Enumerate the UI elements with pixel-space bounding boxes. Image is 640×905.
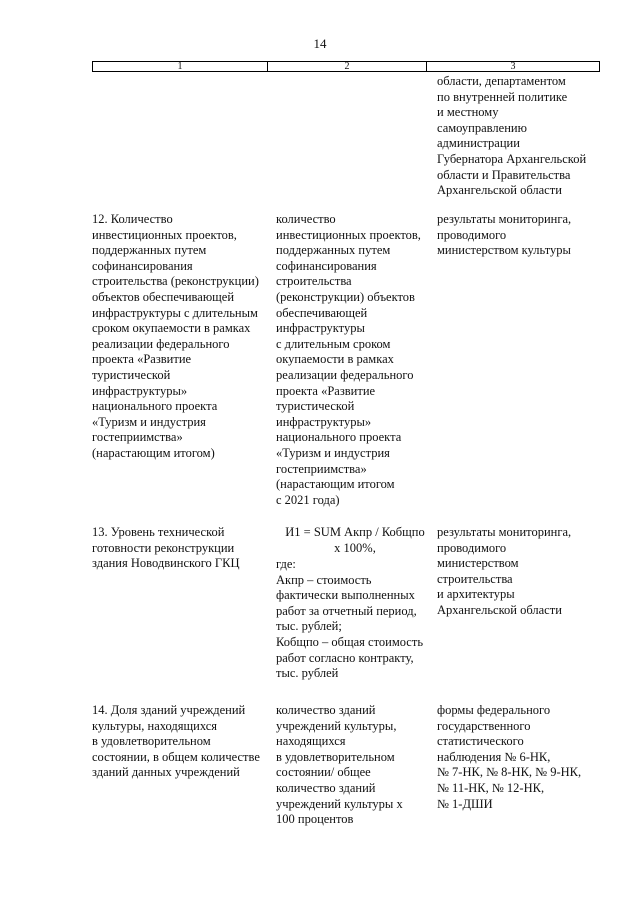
row-13-indicator-cell: 13. Уровень технической готовности реконструкции здания Новодвинского ГКЦ (92, 525, 240, 571)
header-col-1: 1 (93, 62, 268, 71)
row-13-formula: И1 = SUM Акпр / Кобщпо х 100%, (285, 525, 425, 555)
header-col-2: 2 (268, 62, 427, 71)
row-14-indicator-cell: 14. Доля зданий учреждений культуры, находящихся в удовлетворительном состоянии, в общем количестве зданий данных учреждений (92, 703, 260, 780)
row-12-source-cell: результаты мониторинга, проводимого министерством культуры (437, 212, 572, 258)
row-12-indicator-cell: 12. Количество инвестиционных проектов, поддержанных путем софинансирования строительства (реконструкции) объектов обеспечивающей инфраструктуры с длительным сроком окупаемости в рамках реализации федерального проекта «Развитие туристической инфраструктуры» национального проекта «Туризм и индустрия гостеприимства» (нарастающим итогом) (92, 212, 259, 460)
header-col-3: 3 (510, 61, 516, 72)
page-number: 14 (313, 36, 327, 51)
row-12-method-cell: количество инвестиционных проектов, поддержанных путем софинансирования строительства (реконструкции) объектов обеспечивающей инфраструктуры с длительным сроком окупаемости в рамках реализации федерального проекта «Развитие туристической инфраструктуры» национального проекта «Туризм и индустрия гостеприимства» (нарастающим итогом с 2021 года) (276, 212, 421, 507)
row-14-method-cell: количество зданий учреждений культуры, находящихся в удовлетворительном состоянии/ общее количество зданий учреждений культуры х 100 процентов (276, 703, 403, 827)
row-13-method-cell: где: Акпр – стоимость фактически выполненных работ за отчетный период, тыс. рублей; Кобщпо – общая стоимость работ согласно контракту, тыс. рублей (276, 557, 424, 681)
row-13-source-cell: результаты мониторинга, проводимого министерством строительства и архитектуры Архангельской области (437, 525, 572, 617)
row-14-source-cell: формы федерального государственного статистического наблюдения № 6-НК, № 7-НК, № 8-НК, № 9-НК, № 11-НК, № 12-НК, № 1-ДШИ (437, 703, 582, 811)
table-header-row (92, 61, 600, 72)
continuation-source-cell: области, департаментом по внутренней политике и местному самоуправлению администрации Губернатора Архангельской области и Правительства Архангельской области (437, 74, 587, 198)
